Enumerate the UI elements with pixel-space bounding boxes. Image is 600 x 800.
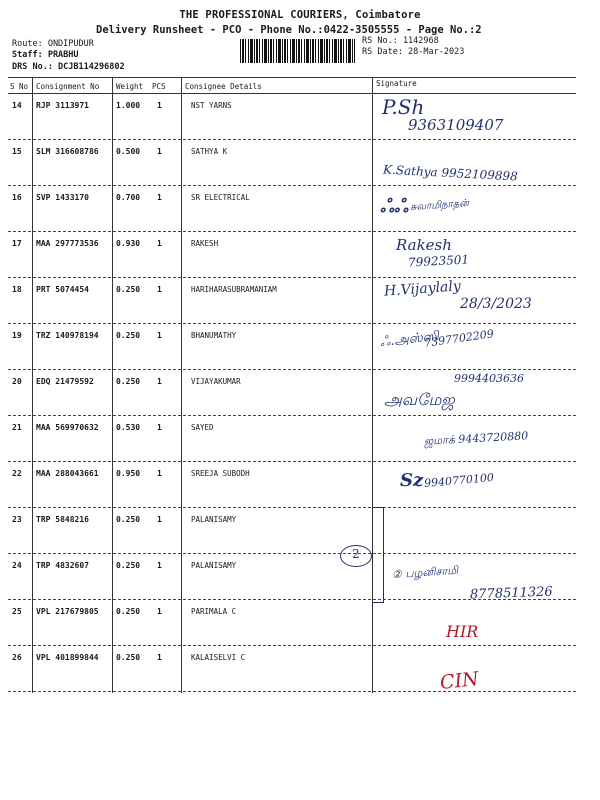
row-divider <box>8 553 576 554</box>
company-title: THE PROFESSIONAL COURIERS, Coimbatore <box>179 9 421 21</box>
row-divider <box>8 231 576 232</box>
signature-24-phone: 8778511326 <box>469 584 553 603</box>
col-divider <box>112 77 113 693</box>
row-weight: 0.250 <box>116 377 141 386</box>
row-weight: 0.530 <box>116 423 141 432</box>
col-header-pcs: PCS <box>152 82 166 91</box>
row-weight: 0.500 <box>116 147 141 156</box>
row-pcs: 1 <box>157 469 162 478</box>
signature-19-phone: 7397702209 <box>423 327 495 350</box>
row-sno: 25 <box>12 607 22 616</box>
signature-22-mark: Sz <box>400 470 424 491</box>
row-pcs: 1 <box>157 239 162 248</box>
row-consignment: TRP 4832607 <box>36 561 89 570</box>
row-consignment: MAA 569970632 <box>36 423 99 432</box>
route-label: Route: ONDIPUDUR <box>12 39 94 49</box>
signature-24-name: ② பழனிசாமி <box>391 563 459 582</box>
row-weight: 0.930 <box>116 239 141 248</box>
circled-number-text: 2 <box>352 547 360 561</box>
row-sno: 23 <box>12 515 22 524</box>
col-divider <box>181 77 182 693</box>
row-consignment: TRZ 140978194 <box>36 331 99 340</box>
signature-15: K.Sathya 9952109898 <box>382 162 519 184</box>
row-weight: 0.250 <box>116 285 141 294</box>
row-sno: 21 <box>12 423 22 432</box>
signature-17-phone: 79923501 <box>407 252 470 270</box>
row-divider <box>8 645 576 646</box>
row-sno: 26 <box>12 653 22 662</box>
signature-25: HIR <box>446 622 479 641</box>
row-divider <box>8 369 576 370</box>
row-weight: 0.250 <box>116 653 141 662</box>
rs-number: RS No.: 1142968 <box>362 36 439 46</box>
row-consignee: SATHYA K <box>191 147 228 156</box>
grouping-bracket <box>373 507 384 603</box>
signature-20-name: அவமேஜ <box>384 390 455 409</box>
col-divider <box>32 77 33 693</box>
row-consignment: SVP 1433170 <box>36 193 89 202</box>
row-weight: 0.250 <box>116 607 141 616</box>
row-divider <box>8 139 576 140</box>
row-pcs: 1 <box>157 561 162 570</box>
row-consignment: RJP 3113971 <box>36 101 89 110</box>
row-consignee: BHANUMATHY <box>191 331 237 340</box>
row-weight: 0.700 <box>116 193 141 202</box>
row-sno: 22 <box>12 469 22 478</box>
row-sno: 17 <box>12 239 22 248</box>
row-sno: 19 <box>12 331 22 340</box>
row-weight: 0.250 <box>116 331 141 340</box>
row-divider <box>8 277 576 278</box>
row-divider <box>8 323 576 324</box>
row-consignee: RAKESH <box>191 239 219 248</box>
row-consignment: PRT 5074454 <box>36 285 89 294</box>
row-sno: 15 <box>12 147 22 156</box>
row-consignee: VIJAYAKUMAR <box>191 377 241 386</box>
col-header-signature: Signature <box>376 79 417 88</box>
signature-16-mark: ஃஃ <box>380 196 409 217</box>
barcode-image <box>240 39 355 63</box>
row-divider <box>8 415 576 416</box>
row-weight: 0.250 <box>116 561 141 570</box>
row-consignee: HARIHARASUBRAMANIAM <box>191 285 277 294</box>
row-sno: 16 <box>12 193 22 202</box>
row-consignee: NST YARNS <box>191 101 232 110</box>
col-header-consignment: Consignment No <box>36 82 100 91</box>
row-divider <box>8 185 576 186</box>
row-pcs: 1 <box>157 377 162 386</box>
row-pcs: 1 <box>157 331 162 340</box>
row-pcs: 1 <box>157 423 162 432</box>
row-sno: 18 <box>12 285 22 294</box>
row-pcs: 1 <box>157 515 162 524</box>
signature-17-name: Rakesh <box>396 236 452 254</box>
row-consignment: EDQ 21479592 <box>36 377 94 386</box>
rs-date: RS Date: 28-Mar-2023 <box>362 47 465 57</box>
signature-19-name: ஃ.அஸ்ஸி <box>379 328 440 351</box>
circled-number <box>340 545 372 567</box>
row-consignment: VPL 217679805 <box>36 607 99 616</box>
signature-18-date: 28/3/2023 <box>460 296 532 312</box>
row-pcs: 1 <box>157 653 162 662</box>
row-consignment: VPL 401899844 <box>36 653 99 662</box>
row-weight: 1.000 <box>116 101 141 110</box>
row-pcs: 1 <box>157 285 162 294</box>
row-pcs: 1 <box>157 101 162 110</box>
row-consignee: KALAISELVI C <box>191 653 246 662</box>
table-header-rule <box>8 93 576 94</box>
row-pcs: 1 <box>157 607 162 616</box>
row-consignment: SLM 316608786 <box>36 147 99 156</box>
table-top-rule <box>8 77 576 78</box>
col-header-weight: Weight <box>116 82 144 91</box>
row-divider <box>8 507 576 508</box>
row-consignee: PALANISAMY <box>191 515 237 524</box>
row-sno: 24 <box>12 561 22 570</box>
row-divider <box>8 691 576 692</box>
row-consignment: MAA 297773536 <box>36 239 99 248</box>
signature-26: CIN <box>438 668 480 694</box>
col-header-consignee: Consignee Details <box>185 82 262 91</box>
row-consignment: TRP 5848216 <box>36 515 89 524</box>
signature-20-phone: 9994403636 <box>454 372 524 385</box>
row-consignee: PARIMALA C <box>191 607 237 616</box>
row-sno: 20 <box>12 377 22 386</box>
signature-16: சுவாமிநாதன் <box>409 197 470 214</box>
signature-14-phone: 9363109407 <box>408 116 504 134</box>
drs-number: DRS No.: DCJB114296802 <box>12 62 125 72</box>
row-consignee: SREEJA SUBODH <box>191 469 250 478</box>
signature-21: ஜமாக் 9443720880 <box>423 429 529 448</box>
row-weight: 0.950 <box>116 469 141 478</box>
row-sno: 14 <box>12 101 22 110</box>
row-pcs: 1 <box>157 147 162 156</box>
staff-label: Staff: PRABHU <box>12 50 79 60</box>
col-header-sno: S No <box>10 82 29 91</box>
signature-18-name: H.Vijaylaly <box>383 278 462 300</box>
row-divider <box>8 461 576 462</box>
row-consignment: MAA 288043661 <box>36 469 99 478</box>
row-consignee: SAYED <box>191 423 214 432</box>
runsheet-title: Delivery Runsheet - PCO - Phone No.:0422-3505555 - Page No.:2 <box>96 24 482 36</box>
row-weight: 0.250 <box>116 515 141 524</box>
row-pcs: 1 <box>157 193 162 202</box>
signature-14-name: P.Sh <box>382 95 425 119</box>
row-consignee: SR ELECTRICAL <box>191 193 250 202</box>
row-consignee: PALANISAMY <box>191 561 237 570</box>
signature-22: 9940770100 <box>423 470 495 491</box>
